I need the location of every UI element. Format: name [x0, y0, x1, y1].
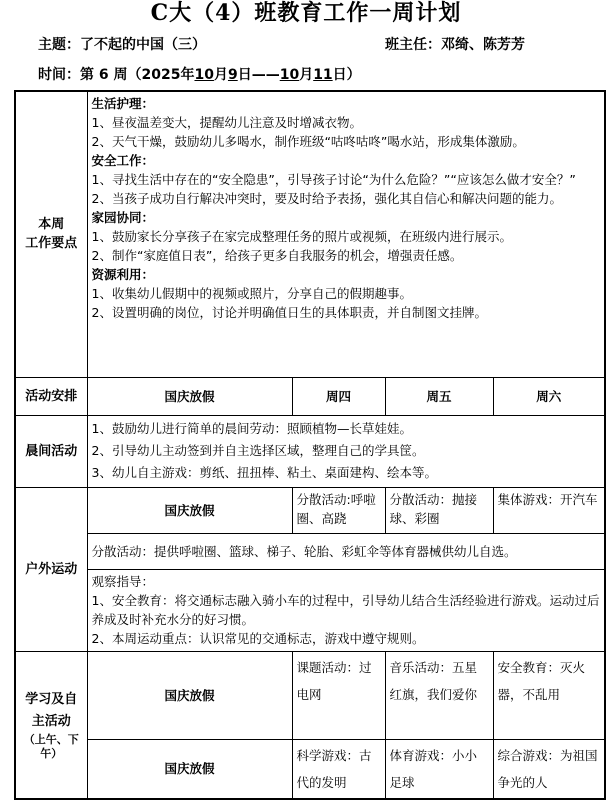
schedule-label: 活动安排	[15, 377, 87, 415]
outdoor-free: 分散活动：提供呼啦圈、篮球、梯子、轮胎、彩虹伞等体育器械供幼儿自选。	[87, 533, 605, 569]
observe-title: 观察指导：	[91, 573, 155, 589]
morning-item: 2、引导幼儿主动签到并自主选择区域，整理自己的学具筐。	[91, 442, 425, 458]
page-title: C大（4）班教育工作一周计划	[150, 0, 462, 26]
time-mid: 周（2025年	[113, 67, 195, 83]
study-pm-thu: 科学游戏：古代的发明	[292, 739, 385, 799]
study-pm-sat: 综合游戏：为祖国争光的人	[493, 739, 605, 799]
outdoor-observe	[87, 569, 605, 651]
outdoor-thu: 分散活动:呼啦圈、高跷	[292, 487, 385, 533]
outdoor-label: 户外运动	[15, 487, 87, 651]
study-label-line2: 主活动	[31, 713, 71, 729]
time-prefix: 时间：第	[38, 67, 94, 83]
morning-label: 晨间活动	[15, 415, 87, 487]
focus-label-line2: 工作要点	[25, 236, 78, 252]
outdoor-holiday: 国庆放假	[87, 487, 292, 533]
weekly-plan-table	[14, 90, 606, 800]
morning-item: 1、鼓励幼儿进行简单的晨间劳动：照顾植物—长草娃娃。	[91, 420, 412, 436]
outdoor-fri: 分散活动：抛接球、彩圈	[385, 487, 493, 533]
morning-item: 3、幼儿自主游戏：剪纸、扭扭棒、粘土、桌面建构、绘本等。	[91, 464, 437, 480]
day-sat: 周六	[493, 377, 605, 415]
month-char-2: 月	[299, 67, 314, 83]
day-sep: 日——	[237, 67, 280, 83]
observe-item: 1、安全教育：将交通标志融入骑小车的过程中，引导幼儿结合生活经验进行游戏。运动过后养成及时补充水分的好习惯。	[91, 592, 600, 627]
time-line	[38, 64, 361, 84]
focus-label	[15, 91, 87, 377]
resource-title: 资源利用：	[91, 267, 155, 282]
teacher-label: 班主任：	[385, 37, 441, 53]
start-month: 10	[194, 67, 214, 83]
focus-content	[87, 91, 605, 377]
study-label	[15, 651, 87, 799]
home-item: 2、制作“家庭值日表”，给孩子更多自我服务的机会，增强责任感。	[91, 248, 463, 263]
study-row-am	[15, 651, 605, 739]
study-am-sat: 安全教育：灭火器，不乱用	[493, 651, 605, 739]
schedule-holiday: 国庆放假	[87, 377, 292, 415]
study-am-thu: 课题活动：过电网	[292, 651, 385, 739]
study-row-pm	[15, 739, 605, 799]
outdoor-row-3	[15, 569, 605, 651]
morning-row	[15, 415, 605, 487]
study-am-holiday: 国庆放假	[87, 651, 292, 739]
teacher-line	[385, 34, 525, 54]
schedule-row	[15, 377, 605, 415]
focus-row	[15, 91, 605, 377]
morning-content	[87, 415, 605, 487]
study-am-fri: 音乐活动：五星红旗，我们爱你	[385, 651, 493, 739]
focus-label-line1: 本周	[38, 217, 65, 233]
teacher-value: 邓绮、陈芳芳	[441, 37, 525, 53]
week-number: 6	[98, 67, 109, 83]
life-care-item: 2、天气干燥，鼓励幼儿多喝水，制作班级“咕咚咕咚”喝水站，形成集体激励。	[91, 134, 525, 149]
month-char-1: 月	[213, 67, 228, 83]
day-thu: 周四	[292, 377, 385, 415]
theme-label: 主题：	[38, 37, 80, 53]
theme-line	[38, 34, 206, 54]
home-title: 家园协同：	[91, 210, 155, 225]
start-day: 9	[227, 67, 238, 83]
life-care-title: 生活护理：	[91, 96, 155, 111]
study-label-line1: 学习及自	[25, 691, 78, 707]
safety-item: 2、当孩子成功自行解决冲突时，要及时给予表扬，强化其自信心和解决问题的能力。	[91, 191, 562, 206]
study-label-line3: （上午、下午）	[23, 732, 79, 760]
safety-item: 1、寻找生活中存在的“安全隐患”，引导孩子讨论“为什么危险？”“应该怎么做才安全？”	[91, 172, 576, 187]
study-pm-holiday: 国庆放假	[87, 739, 292, 799]
time-end: 日）	[332, 67, 361, 83]
safety-title: 安全工作：	[91, 153, 155, 168]
day-fri: 周五	[385, 377, 493, 415]
observe-item: 2、本周运动重点：认识常见的交通标志，游戏中遵守规则。	[91, 630, 425, 646]
outdoor-row-2	[15, 533, 605, 569]
life-care-item: 1、昼夜温差变大，提醒幼儿注意及时增减衣物。	[91, 115, 362, 130]
theme-value: 了不起的中国（三）	[80, 37, 206, 53]
resource-item: 2、设置明确的岗位，讨论并明确值日生的具体职责，并自制图文挂牌。	[91, 305, 487, 320]
resource-item: 1、收集幼儿假期中的视频或照片，分享自己的假期趣事。	[91, 286, 412, 301]
study-pm-fri: 体育游戏：小小足球	[385, 739, 493, 799]
end-month: 10	[279, 67, 300, 83]
home-item: 1、鼓励家长分享孩子在家完成整理任务的照片或视频，在班级内进行展示。	[91, 229, 512, 244]
outdoor-sat: 集体游戏：开汽车	[493, 487, 605, 533]
end-day: 11	[313, 67, 333, 83]
outdoor-row-1	[15, 487, 605, 533]
